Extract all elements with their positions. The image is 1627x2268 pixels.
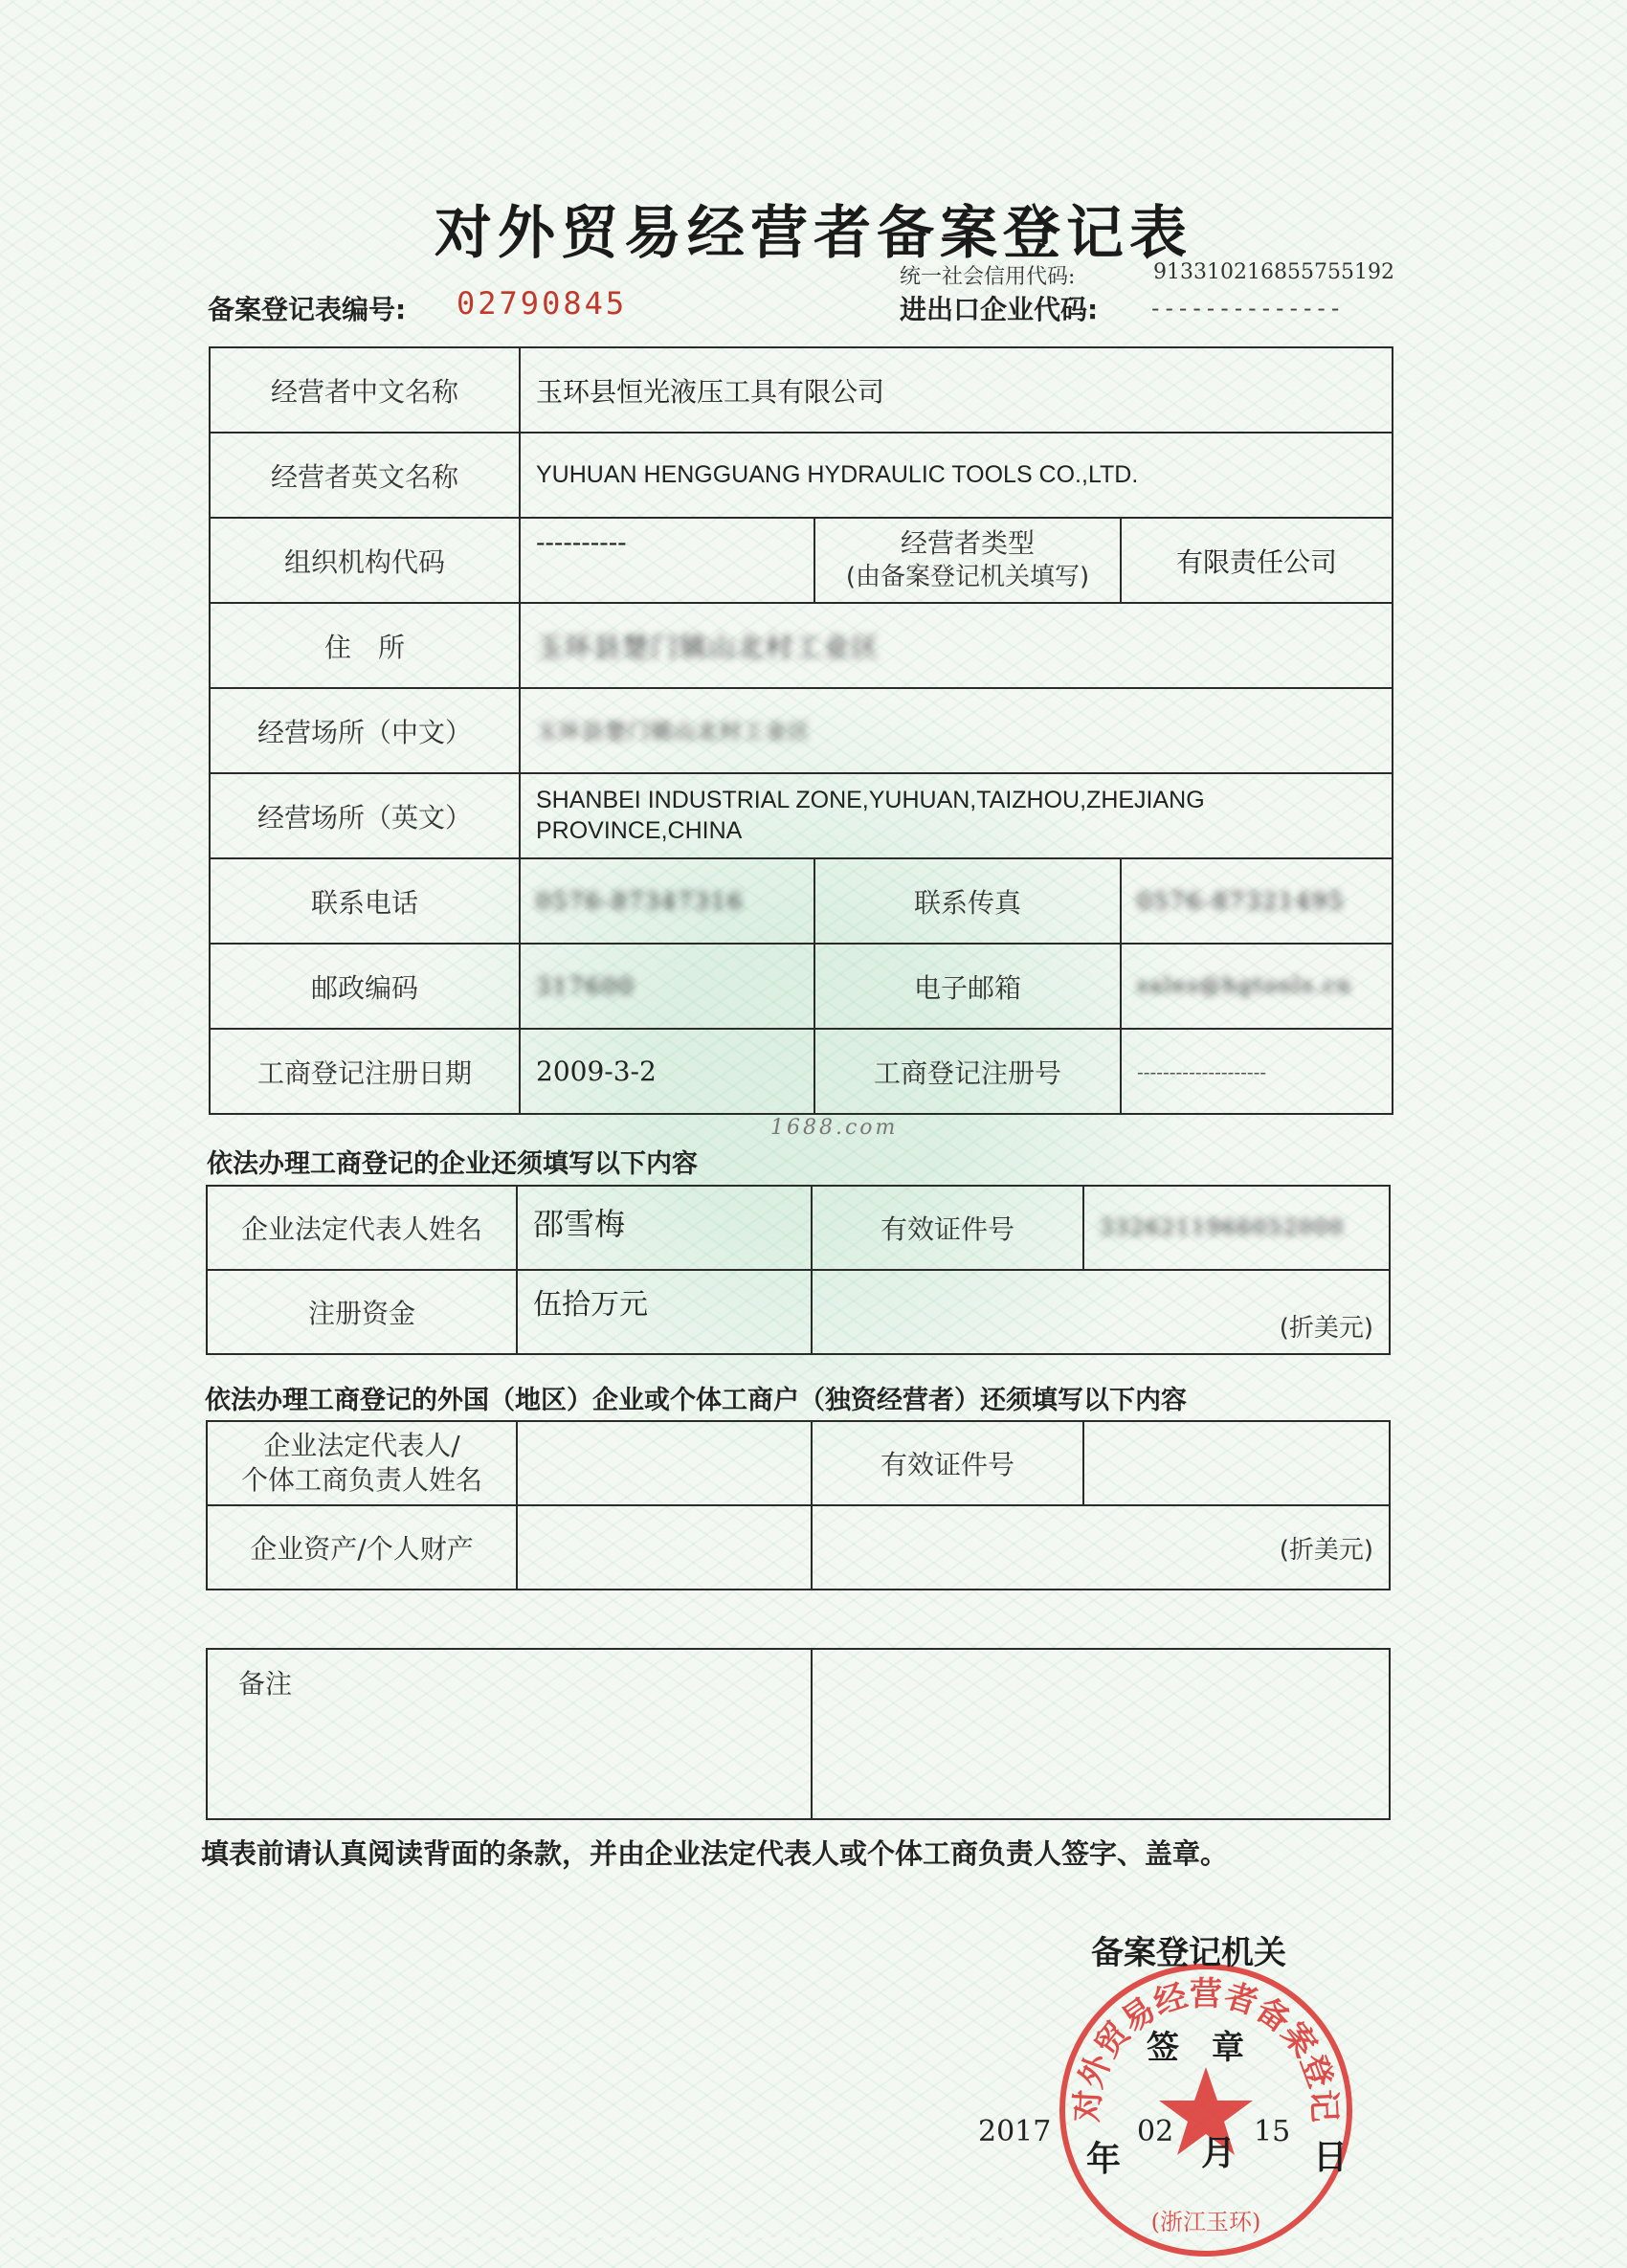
assets-usd-note: (折美元) [812,1505,1390,1590]
remarks-label: 备注 [207,1649,812,1819]
site-cn-label: 经营场所（中文） [210,688,520,773]
id-number-value: 3326211966052000 [1083,1186,1390,1270]
capital-label: 注册资金 [207,1270,517,1354]
phone-label: 联系电话 [210,858,520,944]
capital-value: 伍拾万元 [517,1270,812,1354]
date-day-char: 日 [1313,2138,1348,2177]
reg-date-value: 2009-3-2 [520,1029,814,1114]
document-title: 对外贸易经营者备案登记表 [435,200,1192,267]
date-month-char: 月 [1201,2134,1237,2173]
remarks-table [206,1648,1391,1820]
address-label: 住 所 [210,603,520,688]
foreign-section-heading: 依法办理工商登记的外国（地区）企业或个体工商户（独资经营者）还须填写以下内容 [205,1386,1187,1415]
fax-label: 联系传真 [814,858,1121,944]
legal-rep-label: 企业法定代表人姓名 [207,1186,517,1270]
legal-rep-value: 邵雪梅 [517,1186,812,1270]
en-name-value: YUHUAN HENGGUANG HYDRAULIC TOOLS CO.,LTD. [520,433,1393,518]
reg-number-label: 工商登记注册号 [814,1029,1121,1114]
date-year: 2017 [978,2115,1052,2148]
org-code-value: ---------- [520,518,814,603]
operator-type-label-line2: (由备案登记机关填写) [845,562,1090,591]
foreign-id-value [1083,1421,1390,1505]
operator-type-value: 有限责任公司 [1121,518,1393,603]
id-number-label: 有效证件号 [812,1186,1083,1270]
import-export-code-value: -------------- [1148,295,1343,322]
seal-bottom-text: (浙江玉环) [1150,2209,1261,2235]
date-day: 15 [1254,2115,1291,2148]
operator-type-label [814,518,1121,603]
postal-code-label: 邮政编码 [210,944,520,1029]
foreign-id-label: 有效证件号 [812,1421,1083,1505]
org-code-label: 组织机构代码 [210,518,520,603]
reg-number-value: -------------------- [1121,1029,1393,1114]
official-seal [1048,1952,1364,2268]
foreign-rep-label-line1: 企业法定代表人/ [263,1429,460,1461]
domestic-section-heading: 依法办理工商登记的企业还须填写以下内容 [207,1149,698,1179]
reg-date-label: 工商登记注册日期 [210,1029,520,1114]
date-year-char: 年 [1086,2140,1122,2179]
assets-label: 企业资产/个人财产 [207,1505,517,1590]
sign-seal-label: 签 章 [1147,2029,1244,2067]
cn-name-label: 经营者中文名称 [210,347,520,433]
phone-value: 0576-87347316 [520,858,814,944]
record-number-label: 备案登记表编号: [208,294,407,325]
site-en-label: 经营场所（英文） [210,773,520,858]
operator-type-label-line1: 经营者类型 [900,527,1035,560]
credit-code-value: 91331021685575519​2 [1153,260,1394,284]
import-export-code-label: 进出口企业代码: [900,294,1099,325]
postal-code-value: 317600 [520,944,814,1029]
capital-usd-note: (折美元) [812,1270,1390,1354]
watermark: 1688.com [770,1116,899,1140]
date-month: 02 [1137,2115,1174,2148]
remarks-value [812,1649,1390,1819]
en-name-label: 经营者英文名称 [210,433,520,518]
fax-value: 0576-87321495 [1121,858,1393,944]
foreign-rep-label [207,1421,517,1505]
credit-code-label: 统一社会信用代码: [900,265,1076,289]
registration-table [209,346,1393,1115]
address-value: 玉环县楚门镇山北村工业区 [520,603,1393,688]
record-number-value: 02790845 [457,285,628,322]
instruction-note: 填表前请认真阅读背面的条款，并由企业法定代表人或个体工商负责人签字、盖章。 [201,1837,1229,1870]
foreign-table [206,1420,1391,1590]
authority-label: 备案登记机关 [1091,1934,1286,1972]
assets-value [517,1505,812,1590]
site-cn-value: 玉环县楚门镇山北村工业区 [520,688,1393,773]
email-value: sales@hgtools.cn [1121,944,1393,1029]
seal-arc-path-text: 对外贸易经营者备案登记 [1068,1974,1344,2123]
foreign-rep-label-line2: 个体工商负责人姓名 [240,1464,482,1496]
email-label: 电子邮箱 [814,944,1121,1029]
site-en-value: SHANBEI INDUSTRIAL ZONE,YUHUAN,TAIZHOU,ZHEJIANG PROVINCE,CHINA [520,773,1393,858]
foreign-rep-value [517,1421,812,1505]
domestic-table [206,1185,1391,1355]
cn-name-value: 玉环县恒光液压工具有限公司 [520,347,1393,433]
